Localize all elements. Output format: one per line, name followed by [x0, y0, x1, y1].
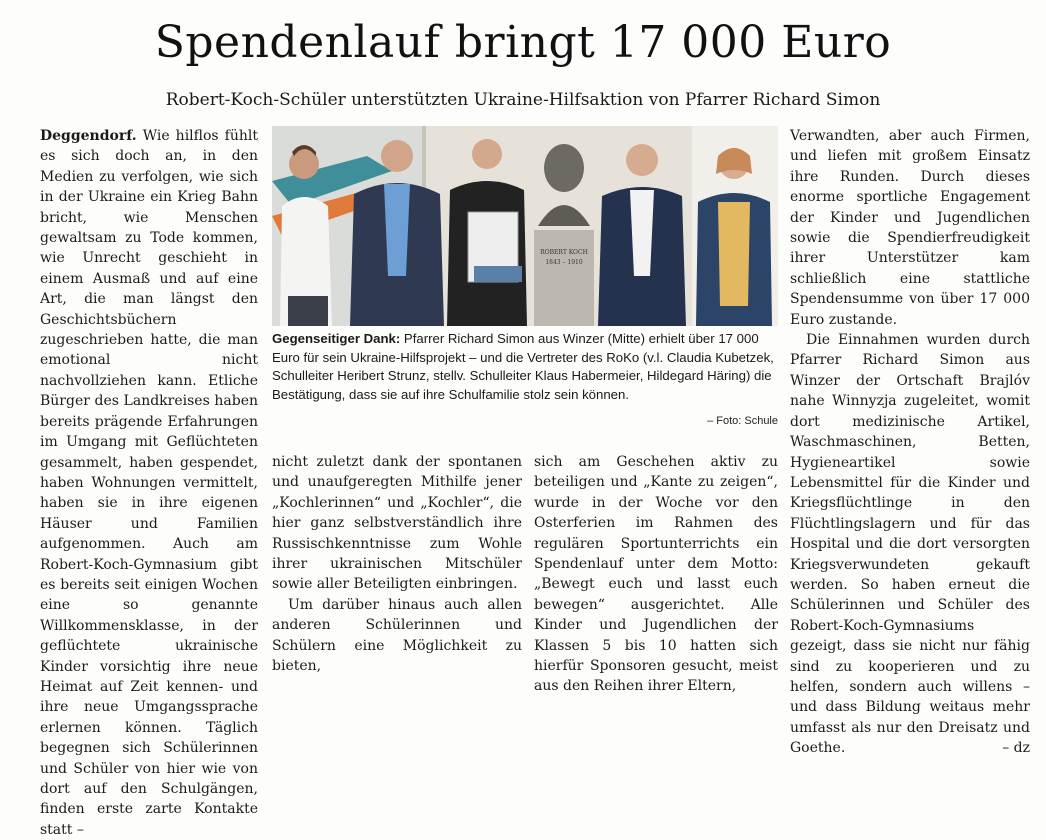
article-paragraph: Verwandten, aber auch Firmen, und liefen mit großem Einsatz ihre Runden. Durch dieses enorme sportliche Engagement der Kinder und Jugendlichen sowie die Spendierfreudigkeit ihrer Unterstützer kam schließlich eine stattliche Spendensumme von über 17 000 Euro zustande.: [790, 128, 1030, 328]
photo-credit: – Foto: Schule: [707, 415, 778, 427]
caption-lead: Gegenseitiger Dank:: [272, 331, 401, 346]
article-paragraph: Um darüber hinaus auch allen anderen Schülerinnen und Schülern eine Möglichkeit zu bieten,: [272, 596, 522, 675]
article-column-4: [790, 126, 1030, 759]
paragraph-text: Die Einnahmen wurden durch Pfarrer Richard Simon aus Winzer der Ortschaft Brajlóv nahe Winnyzja zugeleitet, womit dort medizinische Artikel, Waschmaschinen, Betten, Hygieneartikel sowie Lebensmittel für die Kinder und Kriegsflüchtlinge in den Flüchtlingslagern und für das Hospital und die dort versorgten Kriegsverwundeten gekauft werden. So haben erneut die Schülerinnen und Schüler des Robert-Koch-Gymnasiums gezeigt, dass sie nicht nur fähig sind zu kooperieren und zu helfen, sondern auch willens – und dass Bildung weitaus mehr umfasst als nur den Dreisatz und Goethe.: [790, 332, 1030, 757]
author-signature: – dz: [1002, 740, 1030, 757]
article-paragraph: sich am Geschehen aktiv zu beteiligen und „Kante zu zeigen“, wurde in der Woche vor den Osterferien im Rahmen des regulären Sportunterrichts ein Spendenlauf unter dem Motto: „Bewegt euch und lasst euch bewegen“ ausgerichtet. Alle Kinder und Jugendlichen der Klassen 5 bis 10 hatten sich hierfür Sponsoren gesucht, meist aus den Reihen ihrer Eltern,: [534, 454, 778, 695]
paragraph-text: Wie hilflos fühlt es sich doch an, in den Medien zu verfolgen, wie sich in der Ukraine ein Krieg Bahn bricht, wie Menschen gewaltsam zu Tode kommen, wie Unrecht geschieht in einem Ausmaß und auf eine Art, die man längst den Geschichtsbüchern zugeschrieben hatte, die man emotional nicht nachvollziehen kann. Etliche Bürger des Landkreises haben bereits prägende Erfahrungen im Umgang mit Geflüchteten gesammelt, haben gespendet, haben Wohnungen vermittelt, haben sie in ihre eigenen Häuser und Familien aufgenommen. Auch am Robert-Koch-Gymnasium gibt es bereits seit einigen Wochen eine so genannte Willkommensklasse, in der geflüchtete ukrainische Kinder vorsichtig ihre neue Heimat auf Zeit kennen- und ihre neue Umgangssprache erlernen können. Täglich begegnen sich Schülerinnen und Schüler von hier wie von dort auf den Schulgängen, finden erste zarte Kontakte statt –: [40, 128, 258, 838]
article-column-3: [534, 452, 778, 697]
bust-plaque-years: 1843 – 1910: [545, 259, 583, 266]
article-photo: [272, 126, 778, 326]
article-column-1: [40, 126, 258, 840]
article-paragraph: [40, 126, 258, 840]
article-column-2: [272, 452, 522, 676]
article-paragraph: nicht zuletzt dank der spontanen und unaufgeregten Mithilfe jener „Kochlerinnen“ und „Kochler“, die hier ganz selbstverständlich ihre Russischkenntnisse zum Wohle ihrer ukrainischen Mitschüler sowie aller Beteiligten einbringen.: [272, 454, 522, 593]
photo-caption: [272, 330, 778, 404]
article-subheadline: Robert-Koch-Schüler unterstützten Ukraine-Hilfsaktion von Pfarrer Richard Simon: [165, 90, 881, 110]
article-headline: Spendenlauf bringt 17 000 Euro: [154, 17, 892, 68]
caption-text: Pfarrer Richard Simon aus Winzer (Mitte) erhielt über 17 000 Euro für sein Ukraine-Hilfsprojekt – und die Vertreter des RoKo (v.l. Claudia Kubetzek, Schulleiter Heribert Strunz, stellv. Schulleiter Klaus Habermeier, Hildegard Häring) die Bestätigung, dass sie auf ihre Schulfamilie stolz sein können.: [272, 331, 774, 402]
dateline: Deggendorf.: [40, 128, 137, 144]
bust-plaque-name: ROBERT KOCH: [540, 249, 588, 256]
article-paragraph: [790, 330, 1030, 759]
group-photo-illustration: [272, 126, 778, 326]
